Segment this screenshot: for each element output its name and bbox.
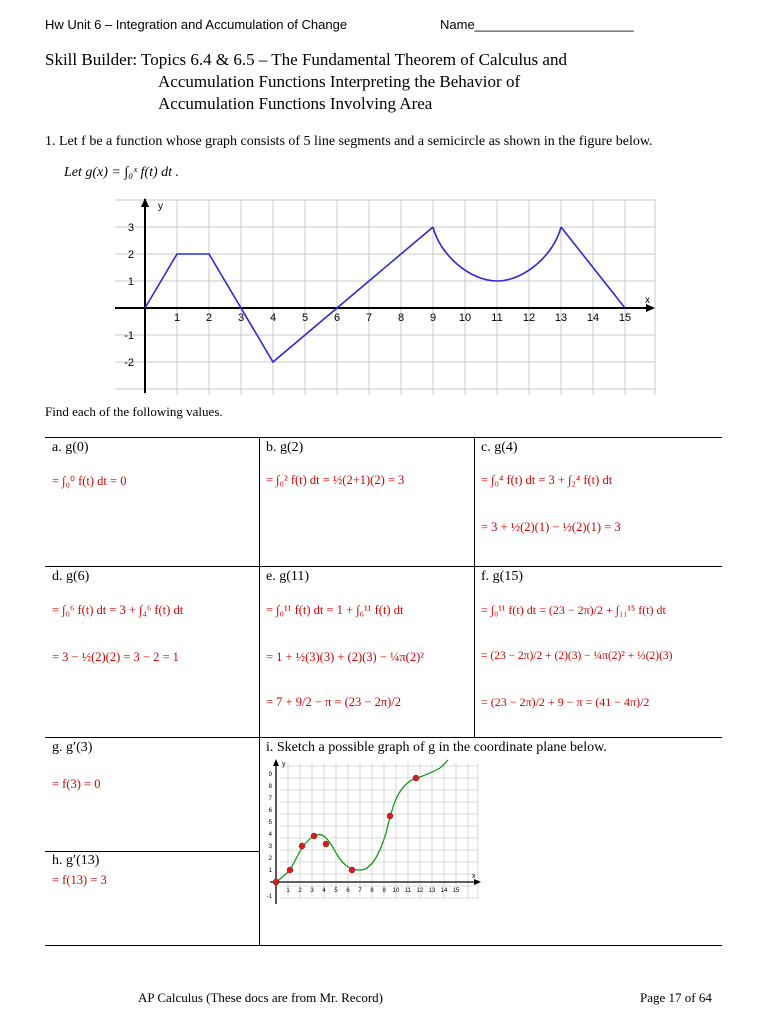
cell-c-work-1: = ∫₀⁴ f(t) dt = 3 + ∫₂⁴ f(t) dt — [481, 473, 613, 487]
title-line-2: Accumulation Functions Interpreting the Behavior of — [158, 72, 521, 91]
svg-text:7: 7 — [358, 888, 362, 894]
cell-e-work-3: = 7 + 9/2 − π = (23 − 2π)/2 — [266, 695, 402, 709]
svg-text:4: 4 — [322, 888, 326, 894]
unit-header: Hw Unit 6 – Integration and Accumulation of Change — [45, 17, 348, 32]
svg-text:9: 9 — [382, 888, 386, 894]
g-point — [349, 867, 355, 873]
g-point — [387, 813, 393, 819]
cell-e-label: e. g(11) — [266, 569, 310, 584]
cell-c-label: c. g(4) — [481, 440, 518, 455]
cell-f-work-2: = (23 − 2π)/2 + (2)(3) − ¼π(2)² + ½(2)(3) — [481, 650, 673, 662]
svg-text:-1: -1 — [124, 330, 134, 342]
svg-text:10: 10 — [458, 312, 472, 324]
g-y-label: y — [282, 761, 286, 768]
svg-text:12: 12 — [522, 312, 536, 324]
title-line-3: Accumulation Functions Involving Area — [158, 94, 433, 113]
svg-text:6: 6 — [268, 808, 272, 814]
cell-f-label: f. g(15) — [481, 569, 523, 584]
g-point — [299, 843, 305, 849]
cell-f-work-3: = (23 − 2π)/2 + 9 − π = (41 − 4π)/2 — [481, 695, 650, 709]
svg-text:-1: -1 — [266, 894, 272, 900]
graph-of-g — [262, 758, 484, 906]
svg-text:8: 8 — [397, 312, 405, 324]
cell-d-work-2: = 3 − ½(2)(2) = 3 − 2 = 1 — [52, 650, 179, 664]
svg-text:10: 10 — [392, 888, 400, 894]
svg-text:1: 1 — [268, 868, 272, 874]
f-x-label: x — [645, 295, 650, 306]
svg-text:2: 2 — [205, 312, 213, 324]
table-top-border — [45, 437, 722, 438]
find-instruction: Find each of the following values. — [45, 404, 223, 419]
svg-text:14: 14 — [440, 888, 448, 894]
cell-h-label: h. g′(13) — [52, 853, 100, 868]
svg-text:15: 15 — [452, 888, 460, 894]
accumulation-definition: Let g(x) = ∫₀ˣ f(t) dt . — [64, 165, 180, 180]
g-x-label: x — [472, 873, 476, 880]
g-point — [323, 841, 329, 847]
footer-course: AP Calculus (These docs are from Mr. Record) — [138, 990, 384, 1005]
title-line-1: Skill Builder: Topics 6.4 & 6.5 – The Fundamental Theorem of Calculus and — [45, 50, 567, 69]
name-field-label: Name______________________ — [440, 17, 634, 32]
svg-text:4: 4 — [269, 312, 277, 324]
cell-e-work-2: = 1 + ½(3)(3) + (2)(3) − ¼π(2)² — [266, 650, 425, 664]
problem-statement: 1. Let f be a function whose graph consists of 5 line segments and a semicircle as shown in the figure below. — [45, 134, 653, 149]
svg-text:2: 2 — [127, 249, 134, 261]
svg-text:9: 9 — [429, 312, 437, 324]
cell-g-work-1: = f(3) = 0 — [52, 777, 101, 791]
svg-text:6: 6 — [333, 312, 341, 324]
cell-g-label: g. g′(3) — [52, 740, 93, 755]
svg-text:2: 2 — [298, 888, 302, 894]
svg-text:5: 5 — [301, 312, 309, 324]
cell-f-work-1: = ∫₀¹¹ f(t) dt = (23 − 2π)/2 + ∫₁₁¹⁵ f(t) dt — [481, 603, 666, 617]
svg-text:11: 11 — [404, 888, 412, 894]
svg-text:7: 7 — [268, 796, 272, 802]
svg-text:6: 6 — [346, 888, 350, 894]
svg-text:3: 3 — [237, 312, 245, 324]
svg-text:8: 8 — [268, 784, 272, 790]
f-line-segments — [145, 227, 433, 362]
table-col-divider-2 — [474, 437, 475, 737]
table-gh-divider — [45, 851, 259, 852]
svg-text:7: 7 — [365, 312, 373, 324]
cell-d-label: d. g(6) — [52, 569, 90, 584]
svg-text:3: 3 — [268, 844, 272, 850]
cell-d-work-1: = ∫₀⁶ f(t) dt = 3 + ∫₄⁶ f(t) dt — [52, 603, 184, 617]
cell-b-work-1: = ∫₀² f(t) dt = ½(2+1)(2) = 3 — [266, 473, 405, 487]
cell-a-work-1: = ∫₀⁰ f(t) dt = 0 — [52, 474, 127, 488]
table-row-divider-1 — [45, 566, 722, 567]
cell-h-work-1: = f(13) = 3 — [52, 873, 107, 887]
table-row-divider-2 — [45, 737, 722, 738]
svg-text:4: 4 — [268, 832, 272, 838]
g-point — [273, 879, 279, 885]
svg-text:12: 12 — [416, 888, 424, 894]
cell-i-label: i. Sketch a possible graph of g in the coordinate plane below. — [266, 740, 607, 755]
svg-text:1: 1 — [127, 276, 134, 288]
cell-a-label: a. g(0) — [52, 440, 89, 455]
f-y-label: y — [158, 201, 163, 212]
graph-of-f — [110, 195, 660, 395]
svg-text:-2: -2 — [124, 357, 134, 369]
table-col-divider-1 — [259, 437, 260, 945]
svg-text:14: 14 — [586, 312, 600, 324]
svg-text:11: 11 — [491, 312, 503, 324]
svg-text:9: 9 — [268, 772, 272, 778]
svg-text:5: 5 — [268, 820, 272, 826]
g-point — [311, 833, 317, 839]
cell-b-label: b. g(2) — [266, 440, 304, 455]
svg-text:2: 2 — [268, 856, 272, 862]
cell-c-work-2: = 3 + ½(2)(1) − ½(2)(1) = 3 — [481, 520, 621, 534]
svg-text:13: 13 — [428, 888, 436, 894]
g-point — [287, 867, 293, 873]
svg-text:1: 1 — [173, 312, 181, 324]
cell-e-work-1: = ∫₀¹¹ f(t) dt = 1 + ∫₆¹¹ f(t) dt — [266, 603, 404, 617]
svg-text:15: 15 — [618, 312, 632, 324]
svg-text:3: 3 — [127, 222, 134, 234]
footer-page-number: Page 17 of 64 — [640, 990, 712, 1005]
svg-text:5: 5 — [334, 888, 338, 894]
svg-text:8: 8 — [370, 888, 374, 894]
svg-text:3: 3 — [310, 888, 314, 894]
table-bottom-border — [45, 945, 722, 946]
svg-text:1: 1 — [286, 888, 290, 894]
svg-text:13: 13 — [554, 312, 568, 324]
g-point — [413, 775, 419, 781]
